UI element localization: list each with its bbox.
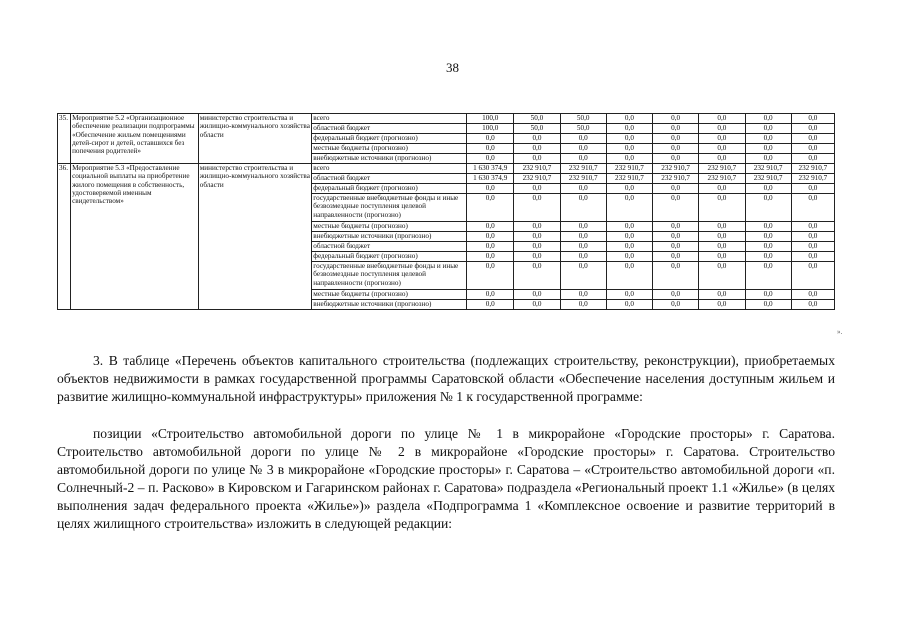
amount-cell: 50,0	[560, 114, 606, 124]
amount-cell: 0,0	[606, 114, 652, 124]
amount-cell: 0,0	[745, 242, 791, 252]
amount-cell: 0,0	[560, 144, 606, 154]
amount-cell: 1 630 374,9	[467, 174, 514, 184]
funding-source: государственные внебюджетные фонды и иные безвозмездные поступления целевой направленности (прогнозно)	[312, 194, 467, 222]
executor: министерство строительства и жилищно-коммунального хозяйства области	[198, 164, 312, 310]
amount-cell: 232 910,7	[606, 174, 652, 184]
amount-cell: 0,0	[745, 232, 791, 242]
funding-source: областной бюджет	[312, 124, 467, 134]
amount-cell: 0,0	[606, 154, 652, 164]
amount-cell: 0,0	[699, 124, 745, 134]
amount-cell: 0,0	[514, 184, 560, 194]
amount-cell: 232 910,7	[514, 174, 560, 184]
amount-cell: 0,0	[745, 154, 791, 164]
amount-cell: 0,0	[653, 154, 699, 164]
table-row	[58, 164, 835, 174]
amount-cell: 0,0	[606, 252, 652, 262]
amount-cell: 0,0	[745, 144, 791, 154]
paragraph-positions: позиции «Строительство автомобильной дороги по улице № 1 в микрорайоне «Городские просторы» г. Саратова. Строительство автомобильной дороги по улице № 2 в микрорайоне «Городские просторы» г. Саратова. Строительство автомобильной дороги по улице № 3 в микрорайоне «Городские просторы» г. Саратова – «Строительство автомобильной дороги «п. Солнечный-2 – п. Расково» в Кировском и Гагаринском районах г. Саратова» подраздела «Региональный проект 1.1 «Жилье» (в целях выполнения задач федерального проекта «Жилье»)» раздела «Подпрограмма 1 «Комплексное освоение и развитие территорий в целях жилищного строительства» изложить в следующей редакции:	[57, 426, 835, 531]
amount-cell: 0,0	[653, 144, 699, 154]
amount-cell: 0,0	[606, 194, 652, 222]
paragraph-3: 3. В таблице «Перечень объектов капитального строительства (подлежащих строительству, реконструкции), приобретаемых объектов недвижимости в рамках государственной программы Саратовской области «Обеспечение населения доступным жильем и развитие жилищно-коммунальной инфраструктуры» приложения № 1 к государственной программе:	[57, 353, 835, 404]
amount-cell: 0,0	[699, 114, 745, 124]
amount-cell: 0,0	[606, 124, 652, 134]
row-number: 35.	[58, 114, 71, 164]
executor: министерство строительства и жилищно-коммунального хозяйства области	[198, 114, 312, 164]
amount-cell: 0,0	[653, 114, 699, 124]
amount-cell: 0,0	[699, 184, 745, 194]
amount-cell: 0,0	[653, 124, 699, 134]
amount-cell: 0,0	[791, 194, 834, 222]
amount-cell: 0,0	[560, 290, 606, 300]
amount-cell: 0,0	[467, 134, 514, 144]
funding-source: внебюджетные источники (прогнозно)	[312, 154, 467, 164]
amount-cell: 0,0	[791, 232, 834, 242]
event-name: Мероприятие 5.2 «Организационное обеспечение реализации подпрограммы «Обеспечение жильем помещениями детей-сирот и детей, оставшихся без попечения родителей»	[71, 114, 199, 164]
amount-cell: 0,0	[791, 144, 834, 154]
amount-cell: 0,0	[791, 124, 834, 134]
row-number: 36.	[58, 164, 71, 310]
funding-source: всего	[312, 164, 467, 174]
amount-cell: 0,0	[467, 184, 514, 194]
amount-cell: 0,0	[514, 242, 560, 252]
amount-cell: 0,0	[514, 144, 560, 154]
amount-cell: 0,0	[560, 194, 606, 222]
amount-cell: 232 910,7	[653, 174, 699, 184]
amount-cell: 232 910,7	[745, 174, 791, 184]
amount-cell: 0,0	[791, 222, 834, 232]
funding-source: местные бюджеты (прогнозно)	[312, 290, 467, 300]
amount-cell: 0,0	[653, 300, 699, 310]
amount-cell: 0,0	[699, 300, 745, 310]
amount-cell: 0,0	[653, 242, 699, 252]
funding-source: федеральный бюджет (прогнозно)	[312, 134, 467, 144]
amount-cell: 0,0	[653, 194, 699, 222]
funding-source: внебюджетные источники (прогнозно)	[312, 300, 467, 310]
amount-cell: 0,0	[791, 242, 834, 252]
amount-cell: 0,0	[699, 290, 745, 300]
amount-cell: 0,0	[745, 222, 791, 232]
amount-cell: 0,0	[606, 134, 652, 144]
amount-cell: 0,0	[653, 184, 699, 194]
amount-cell: 0,0	[467, 222, 514, 232]
amount-cell: 0,0	[514, 290, 560, 300]
amount-cell: 0,0	[606, 222, 652, 232]
amount-cell: 232 910,7	[514, 164, 560, 174]
amount-cell: 0,0	[560, 222, 606, 232]
financing-table	[57, 113, 835, 310]
amount-cell: 0,0	[699, 194, 745, 222]
amount-cell: 0,0	[467, 232, 514, 242]
amount-cell: 0,0	[791, 154, 834, 164]
amount-cell: 0,0	[560, 232, 606, 242]
amount-cell: 0,0	[745, 124, 791, 134]
amount-cell: 0,0	[514, 154, 560, 164]
amount-cell: 0,0	[699, 134, 745, 144]
amount-cell: 0,0	[699, 262, 745, 290]
amount-cell: 0,0	[467, 194, 514, 222]
amount-cell: 0,0	[514, 262, 560, 290]
funding-source: государственные внебюджетные фонды и иные безвозмездные поступления целевой направленности (прогнозно)	[312, 262, 467, 290]
amount-cell: 232 910,7	[791, 164, 834, 174]
funding-source: внебюджетные источники (прогнозно)	[312, 232, 467, 242]
amount-cell: 0,0	[606, 262, 652, 290]
amount-cell: 0,0	[560, 242, 606, 252]
amount-cell: 0,0	[560, 262, 606, 290]
amount-cell: 0,0	[653, 222, 699, 232]
amount-cell: 100,0	[467, 124, 514, 134]
amount-cell: 232 910,7	[653, 164, 699, 174]
amount-cell: 0,0	[467, 300, 514, 310]
amount-cell: 0,0	[606, 300, 652, 310]
amount-cell: 0,0	[791, 262, 834, 290]
amount-cell: 50,0	[560, 124, 606, 134]
amount-cell: 0,0	[467, 154, 514, 164]
amount-cell: 232 910,7	[699, 174, 745, 184]
amount-cell: 0,0	[467, 252, 514, 262]
amount-cell: 0,0	[745, 262, 791, 290]
amount-cell: 232 910,7	[606, 164, 652, 174]
amount-cell: 0,0	[745, 300, 791, 310]
amount-cell: 100,0	[467, 114, 514, 124]
page-number: 38	[446, 60, 459, 75]
amount-cell: 0,0	[514, 300, 560, 310]
amount-cell: 0,0	[791, 290, 834, 300]
amount-cell: 0,0	[560, 184, 606, 194]
amount-cell: 0,0	[745, 114, 791, 124]
amount-cell: 232 910,7	[699, 164, 745, 174]
amount-cell: 0,0	[745, 134, 791, 144]
amount-cell: 0,0	[560, 154, 606, 164]
event-name: Мероприятие 5.3 «Предоставление социальной выплаты на приобретение жилого помещения в собственность, удостоверяемой именным свидетельством»	[71, 164, 199, 310]
amount-cell: 50,0	[514, 114, 560, 124]
amount-cell: 1 630 374,9	[467, 164, 514, 174]
amount-cell: 0,0	[653, 134, 699, 144]
amount-cell: 0,0	[560, 300, 606, 310]
amount-cell: 0,0	[467, 290, 514, 300]
amount-cell: 0,0	[791, 134, 834, 144]
amount-cell: 0,0	[699, 242, 745, 252]
amount-cell: 0,0	[699, 144, 745, 154]
amount-cell: 0,0	[606, 144, 652, 154]
amount-cell: 0,0	[467, 144, 514, 154]
amount-cell: 0,0	[606, 242, 652, 252]
amount-cell: 0,0	[514, 252, 560, 262]
amount-cell: 0,0	[653, 262, 699, 290]
funding-source: федеральный бюджет (прогнозно)	[312, 252, 467, 262]
amount-cell: 0,0	[699, 232, 745, 242]
funding-source: местные бюджеты (прогнозно)	[312, 144, 467, 154]
amount-cell: 0,0	[699, 154, 745, 164]
amount-cell: 0,0	[699, 222, 745, 232]
funding-source: областной бюджет	[312, 174, 467, 184]
amount-cell: 0,0	[791, 114, 834, 124]
funding-source: областной бюджет	[312, 242, 467, 252]
amount-cell: 232 910,7	[745, 164, 791, 174]
amount-cell: 0,0	[560, 252, 606, 262]
amount-cell: 0,0	[606, 290, 652, 300]
funding-source: федеральный бюджет (прогнозно)	[312, 184, 467, 194]
amount-cell: 232 910,7	[560, 164, 606, 174]
amount-cell: 0,0	[606, 184, 652, 194]
amount-cell: 0,0	[791, 300, 834, 310]
amount-cell: 0,0	[653, 290, 699, 300]
table-row	[58, 114, 835, 124]
amount-cell: 0,0	[791, 252, 834, 262]
amount-cell: 0,0	[745, 194, 791, 222]
amount-cell: 0,0	[791, 184, 834, 194]
amount-cell: 0,0	[745, 252, 791, 262]
amount-cell: 0,0	[514, 194, 560, 222]
amount-cell: 0,0	[467, 262, 514, 290]
amount-cell: 0,0	[514, 134, 560, 144]
amount-cell: 50,0	[514, 124, 560, 134]
amount-cell: 0,0	[514, 232, 560, 242]
amount-cell: 0,0	[560, 134, 606, 144]
amount-cell: 0,0	[467, 242, 514, 252]
amount-cell: 0,0	[653, 232, 699, 242]
amount-cell: 0,0	[653, 252, 699, 262]
amount-cell: 232 910,7	[791, 174, 834, 184]
amount-cell: 232 910,7	[560, 174, 606, 184]
amount-cell: 0,0	[606, 232, 652, 242]
end-quote-mark: ».	[837, 328, 843, 336]
amount-cell: 0,0	[699, 252, 745, 262]
funding-source: всего	[312, 114, 467, 124]
amount-cell: 0,0	[745, 184, 791, 194]
amount-cell: 0,0	[745, 290, 791, 300]
amount-cell: 0,0	[514, 222, 560, 232]
funding-source: местные бюджеты (прогнозно)	[312, 222, 467, 232]
